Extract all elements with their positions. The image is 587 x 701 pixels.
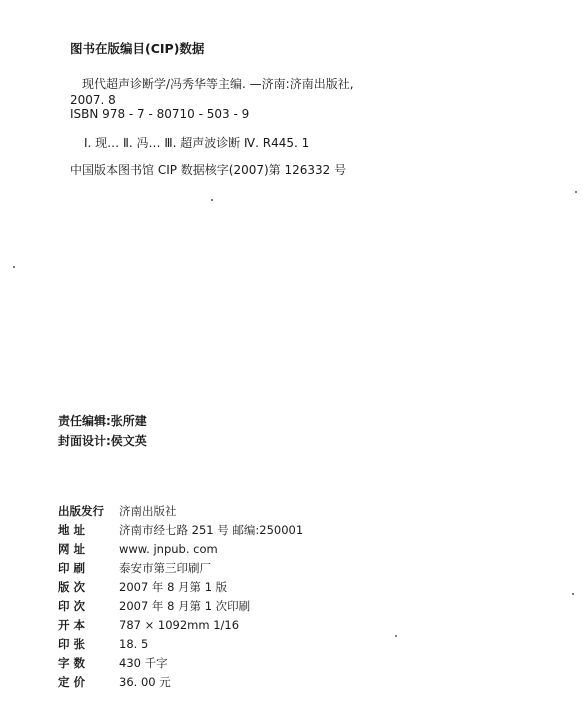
colophon-label: 版 次 bbox=[58, 580, 86, 594]
cover-designer: 封面设计:侯文英 bbox=[58, 434, 147, 448]
colophon-label: 地 址 bbox=[58, 523, 86, 537]
colophon-label: 印 张 bbox=[58, 637, 86, 651]
scan-speck bbox=[572, 593, 574, 595]
colophon-value: 泰安市第三印刷厂 bbox=[119, 561, 211, 575]
cip-bibliographic-line: 现代超声诊断学/冯秀华等主编. —济南:济南出版社, bbox=[82, 77, 354, 91]
colophon-value: 36. 00 元 bbox=[119, 675, 171, 689]
cip-record-number: 中国版本图书馆 CIP 数据核字(2007)第 126332 号 bbox=[70, 163, 347, 177]
colophon-value: www. jnpub. com bbox=[119, 542, 218, 556]
scan-speck bbox=[575, 191, 577, 193]
colophon-label: 网 址 bbox=[58, 542, 86, 556]
colophon-label: 印 刷 bbox=[58, 561, 86, 575]
colophon-value: 济南市经七路 251 号 邮编:250001 bbox=[119, 523, 304, 537]
colophon-value: 2007 年 8 月第 1 版 bbox=[119, 580, 228, 594]
responsible-editor: 责任编辑:张所建 bbox=[58, 414, 147, 428]
colophon-value: 787 × 1092mm 1/16 bbox=[119, 618, 240, 632]
colophon-label: 印 次 bbox=[58, 599, 86, 613]
colophon-label: 开 本 bbox=[58, 618, 86, 632]
cip-subjects: Ⅰ. 现… Ⅱ. 冯… Ⅲ. 超声波诊断 Ⅳ. R445. 1 bbox=[84, 136, 310, 150]
colophon-value: 430 千字 bbox=[119, 656, 168, 670]
cip-date-line: 2007. 8 bbox=[70, 93, 116, 107]
colophon-label: 定 价 bbox=[58, 675, 86, 689]
cip-heading: 图书在版编目(CIP)数据 bbox=[70, 41, 205, 56]
colophon-value: 济南出版社 bbox=[119, 504, 177, 518]
colophon-value: 18. 5 bbox=[119, 637, 149, 651]
cip-isbn: ISBN 978 - 7 - 80710 - 503 - 9 bbox=[70, 107, 250, 121]
colophon-label: 字 数 bbox=[58, 656, 86, 670]
scan-speck bbox=[13, 266, 15, 268]
colophon-value: 2007 年 8 月第 1 次印刷 bbox=[119, 599, 251, 613]
colophon-label: 出版发行 bbox=[58, 504, 104, 518]
scan-speck bbox=[395, 635, 397, 637]
scan-speck bbox=[211, 199, 213, 201]
